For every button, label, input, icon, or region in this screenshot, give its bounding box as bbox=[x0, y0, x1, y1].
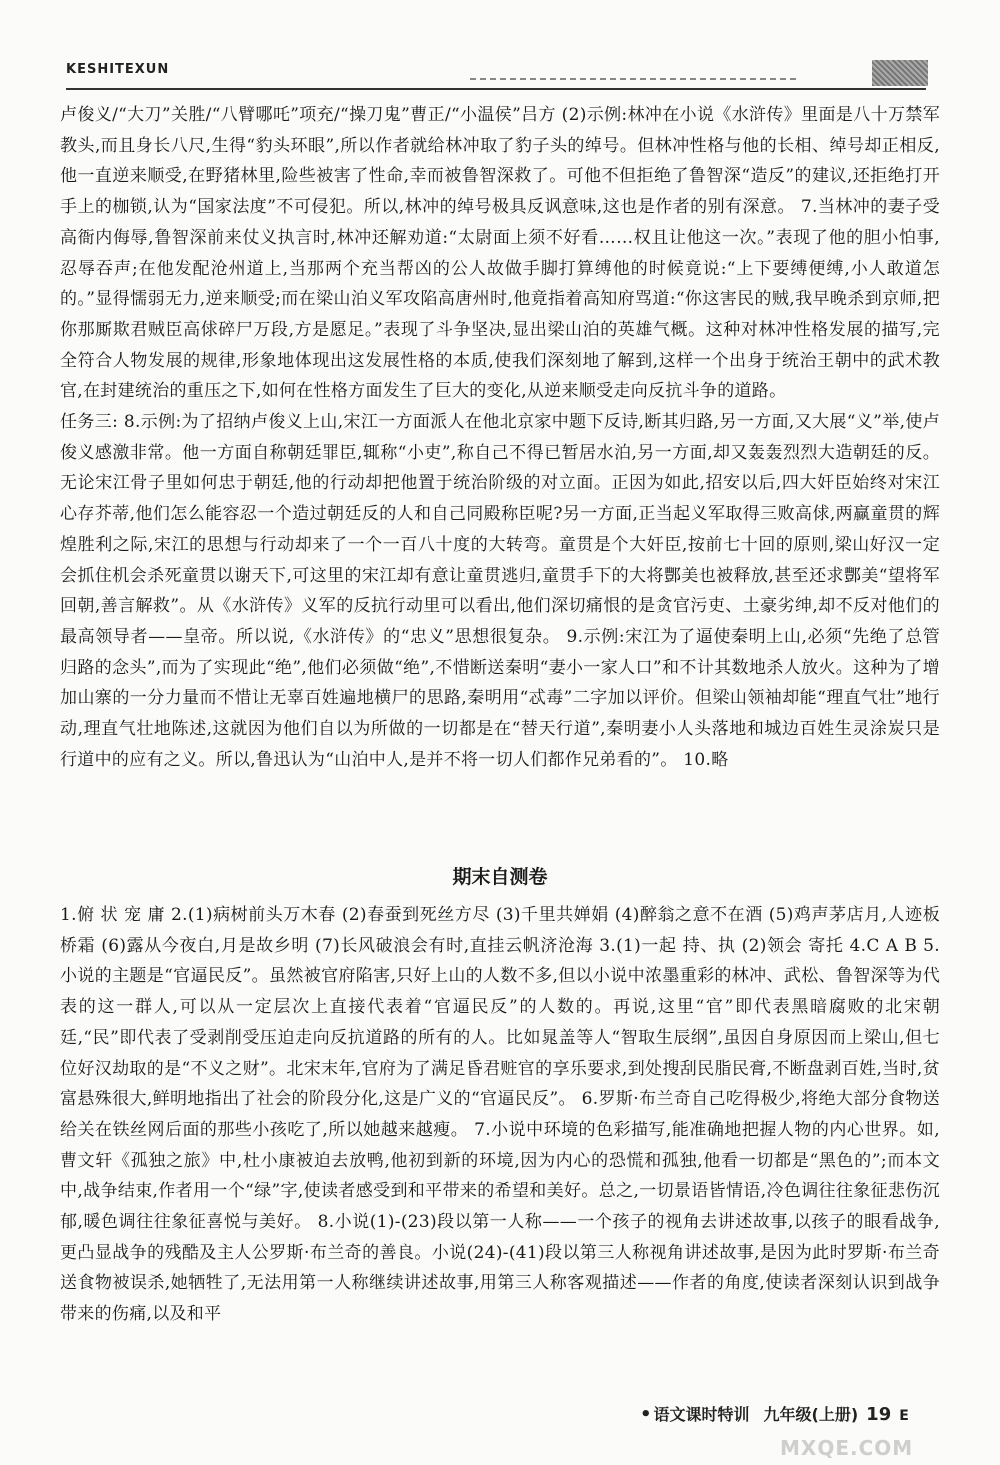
answer-paragraph-1: 卢俊义/“大刀”关胜/“八臂哪吒”项充/“操刀鬼”曹正/“小温侯”吕方 (2)示例:林冲在小说《水浒传》里面是八十万禁军教头,而且身长八尺,生得“豹头环眼”,所以作者就给林冲取了豹子头的绰号。但林冲性格与他的长相、绰号却正相反,他一直逆来顺受,在野猪林里,险些被害了性命,幸而被鲁智深救了。可他不但拒绝了鲁智深“造反”的建议,还拒绝打开手上的枷锁,认为“国家法度”不可侵犯。所以,林冲的绰号极具反讽意味,这也是作者的别有深意。 7.当林冲的妻子受高衙内侮辱,鲁智深前来仗义执言时,林冲还解劝道:“太尉面上须不好看……权且让他这一次。”表现了他的胆小怕事,忍辱吞声;在他发配沧州道上,当那两个充当帮凶的公人故做手脚打算缚他的时候竟说:“上下要缚便缚,小人敢道怎的。”显得懦弱无力,逆来顺受;而在梁山泊义军攻陷高唐州时,他竟指着高知府骂道:“你这害民的贼,我早晚杀到京师,把你那厮欺君贼臣高俅碎尸万段,方是愿足。”表现了斗争坚决,显出梁山泊的英雄气概。这种对林冲性格发展的描写,完全符合人物发展的规律,形象地体现出这发展性格的本质,使我们深刻地了解到,这样一个出身于统治王朝中的武术教官,在封建统治的重压之下,如何在性格方面发生了巨大的变化,从逆来顺受走向反抗斗争的道路。 任务三: 8.示例:为了招纳卢俊义上山,宋江一方面派人在他北京家中题下反诗,断其归路,另一方面,又大展“义”举,使卢俊义感激非常。他一方面自称朝廷罪臣,辄称“小吏”,称自己不得已暂居水泊,另一方面,却又轰轰烈烈大造朝廷的反。无论宋江骨子里如何忠于朝廷,他的行动却把他置于统治阶级的对立面。正因为如此,招安以后,四大奸臣始终对宋江心存芥蒂,他们怎么能容忍一个造过朝廷反的人和自己同殿称臣呢?另一方面,正当起义军取得三败高俅,两赢童贯的辉煌胜利之际,宋江的思想与行动却来了一个一百八十度的大转弯。童贯是个大奸臣,按前七十回的原则,梁山好汉一定会抓住机会杀死童贯以谢天下,可这里的宋江却有意让童贯逃归,童贯手下的大将酆美也被释放,甚至还求酆美“望将军回朝,善言解救”。从《水浒传》义军的反抗行动里可以看出,他们深切痛恨的是贪官污吏、土豪劣绅,却不反对他们的最高领导者——皇帝。所以说,《水浒传》的“忠义”思想很复杂。 9.示例:宋江为了逼使秦明上山,必须“先绝了总管归路的念头”,而为了实现此“绝”,他们必须做“绝”,不惜断送秦明“妻小一家人口”和不计其数地杀人放火。这种为了增加山寨的一分力量而不惜让无辜百姓遍地横尸的思路,秦明用“忒毒”二字加以评价。但梁山领袖却能“理直气壮”地行动,理直气壮地陈述,这就因为他们自以为所做的一切都是在“替天行道”,秦明妻小人头落地和城边百姓生灵涂炭只是行道中的应有之义。所以,鲁迅认为“山泊中人,是并不将一切人们都作兄弟看的”。 10.略 bbox=[60, 105, 940, 770]
footer-mark: E bbox=[899, 1408, 909, 1424]
section-title: 期末自测卷 bbox=[452, 866, 548, 888]
page-footer bbox=[640, 1402, 909, 1425]
footer-book-title: 语文课时特训 bbox=[653, 1405, 750, 1424]
footer-grade: 九年级(上册) bbox=[763, 1405, 859, 1424]
header-dashed-rule bbox=[470, 78, 800, 80]
watermark: MXQE.COM bbox=[780, 1436, 914, 1460]
header-brand: KESHITEXUN bbox=[66, 62, 170, 77]
header-decorative-block bbox=[872, 60, 928, 86]
header-rule bbox=[66, 88, 926, 90]
footer-dot-icon: • bbox=[640, 1404, 652, 1425]
page-number: 19 bbox=[866, 1404, 892, 1425]
answer-paragraph-2: 1.俯 状 宠 庸 2.(1)病树前头万木春 (2)春蚕到死丝方尽 (3)千里共婵娟 (4)醉翁之意不在酒 (5)鸡声茅店月,人迹板桥霜 (6)露从今夜白,月是故乡明 (7)长风破浪会有时,直挂云帆济沧海 3.(1)一起 持、执 (2)领会 寄托 4.C A B 5.小说的主题是“官逼民反”。虽然被官府陷害,只好上山的人数不多,但以小说中浓墨重彩的林冲、武松、鲁智深等为代表的这一群人,可以从一定层次上直接代表着“官逼民反”的人数的。再说,这里“官”即代表黑暗腐败的北宋朝廷,“民”即代表了受剥削受压迫走向反抗道路的所有的人。比如晁盖等人“智取生辰纲”,虽因自身原因而上梁山,但七位好汉劫取的是“不义之财”。北宋末年,官府为了满足昏君赃官的享乐要求,到处搜刮民脂民膏,不断盘剥百姓,当时,贫富悬殊很大,鲜明地指出了社会的阶段分化,这是广义的“官逼民反”。 6.罗斯·布兰奇自己吃得极少,将绝大部分食物送给关在铁丝网后面的那些小孩吃了,所以她越来越瘦。 7.小说中环境的色彩描写,能准确地把握人物的内心世界。如,曹文轩《孤独之旅》中,杜小康被迫去放鸭,他初到新的环境,因为内心的恐慌和孤独,他看一切都是“黑色的”;而本文中,战争结束,作者用一个“绿”字,使读者感受到和平带来的希望和美好。总之,一切景语皆情语,冷色调往往象征悲伤沉郁,暖色调往往象征喜悦与美好。 8.小说(1)-(23)段以第一人称——一个孩子的视角去讲述故事,以孩子的眼看战争,更凸显战争的残酷及主人公罗斯·布兰奇的善良。小说(24)-(41)段以第三人称视角讲述故事,是因为此时罗斯·布兰奇送食物被误杀,她牺牲了,无法用第一人称继续讲述故事,用第三人称客观描述——作者的角度,使读者深刻认识到战争带来的伤痛,以及和平 bbox=[60, 905, 940, 1325]
